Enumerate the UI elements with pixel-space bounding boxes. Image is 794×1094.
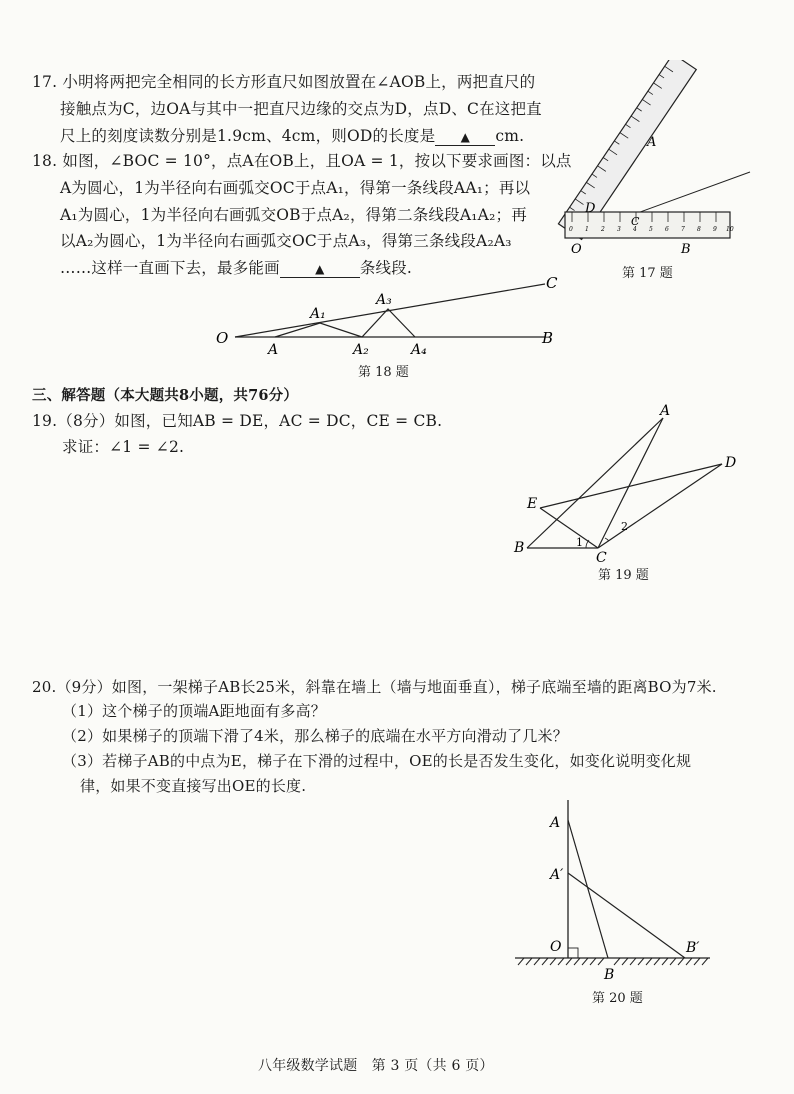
- q18-line1: 18. 如图，∠BOC = 10°，点A在OB上，且OA = 1，按以下要求画图：以点: [32, 152, 572, 170]
- label-o: O: [550, 939, 562, 955]
- q17-line2: 接触点为C，边OA与其中一把直尺边缘的交点为D，点D、C在这把直: [60, 100, 542, 118]
- ladder-ab: [568, 820, 608, 958]
- tick-label: 5: [649, 226, 653, 233]
- label-b: B: [604, 967, 615, 983]
- label-a-prime: A′: [550, 867, 564, 883]
- tick-label: 7: [681, 226, 685, 233]
- q19-line1: 19.（8分）如图，已知AB = DE，AC = DC，CE = CB.: [32, 412, 443, 430]
- q20-line4: （3）若梯子AB的中点为E，梯子在下滑的过程中，OE的长是否发生变化，如变化说明变化规: [62, 752, 692, 770]
- label-a: A: [647, 135, 657, 150]
- label-e: E: [527, 496, 538, 512]
- tick-label: 9: [713, 226, 717, 233]
- tick-label: 0: [569, 226, 573, 233]
- q17-answer-blank: [435, 127, 495, 146]
- label-d: D: [725, 455, 737, 471]
- segment-cd: [598, 464, 722, 548]
- label-a: A: [550, 815, 561, 831]
- tick-label: 2: [601, 226, 605, 233]
- tick-label: 1: [585, 226, 589, 233]
- label-a3: A₃: [376, 292, 392, 308]
- label-b-prime: B′: [686, 940, 700, 956]
- label-a: A: [268, 342, 279, 358]
- segment-ed: [540, 464, 722, 508]
- section-3-heading: 三、解答题（本大题共8小题，共76分）: [32, 387, 299, 404]
- caption-18: 第 18 题: [358, 365, 409, 380]
- q20-line5: 律，如果不变直接写出OE的长度.: [80, 777, 307, 795]
- label-a1: A₁: [310, 306, 326, 322]
- segments-chain: [275, 309, 415, 337]
- caption-19: 第 19 题: [598, 568, 649, 583]
- tick-label: 10: [726, 226, 734, 233]
- label-a: A: [660, 403, 671, 419]
- caption-20: 第 20 题: [592, 991, 643, 1006]
- figure-20: [510, 795, 720, 995]
- q20-line1: 20.（9分）如图，一架梯子AB长25米，斜靠在墙上（墙与地面垂直），梯子底端至墙的距离BO为7米.: [32, 678, 717, 696]
- label-d: D: [585, 201, 596, 216]
- label-a2: A₂: [353, 342, 369, 358]
- q17-line3-unit: cm.: [495, 127, 525, 145]
- blank-marker: ▲: [460, 130, 471, 144]
- label-b: B: [681, 242, 691, 257]
- tick-label: 6: [665, 226, 669, 233]
- q18-line5-text: ……这样一直画下去，最多能画: [60, 259, 280, 277]
- figure-19: [510, 400, 750, 565]
- right-angle-mark: [568, 948, 578, 958]
- tick-label: 8: [697, 226, 701, 233]
- label-c: C: [631, 215, 640, 228]
- label-o: O: [216, 329, 229, 347]
- caption-17: 第 17 题: [622, 266, 673, 281]
- page-footer: 八年级数学试题 第 3 页（共 6 页）: [258, 1058, 494, 1074]
- q20-line2: （1）这个梯子的顶端A距地面有多高？: [62, 702, 326, 720]
- figure-17: [545, 60, 755, 260]
- q17-line3-text: 尺上的刻度读数分别是1.9cm、4cm，则OD的长度是: [60, 127, 436, 145]
- label-angle-1: 1: [576, 536, 583, 549]
- segment-ca: [598, 418, 663, 548]
- label-angle-2: 2: [621, 520, 628, 533]
- label-o: O: [571, 242, 582, 257]
- ladder-a-prime-b-prime: [568, 873, 685, 958]
- figure-18: [210, 272, 570, 362]
- tick-label: 3: [617, 226, 621, 233]
- q20-line3: （2）如果梯子的顶端下滑了4米，那么梯子的底端在水平方向滑动了几米？: [62, 727, 568, 745]
- q18-line4: 以A₂为圆心，1为半径向右画弧交OC于点A₃，得第三条线段A₂A₃: [60, 232, 512, 250]
- q19-line2: 求证：∠1 = ∠2.: [62, 438, 185, 456]
- label-a4: A₄: [411, 342, 427, 358]
- label-b: B: [542, 329, 554, 347]
- angle-2-arc: [605, 538, 609, 541]
- blank-marker: ▲: [315, 262, 325, 276]
- label-b: B: [514, 540, 525, 556]
- label-c: C: [546, 274, 558, 292]
- q18-line5-tail: 条线段.: [359, 259, 413, 277]
- tick-label: 4: [633, 226, 637, 233]
- q18-line3: A₁为圆心，1为半径向右画弧交OB于点A₂，得第二条线段A₁A₂；再: [60, 206, 527, 224]
- q18-line2: A为圆心，1为半径向右画弧交OC于点A₁，得第一条线段AA₁；再以: [60, 179, 531, 197]
- q17-line3: [60, 124, 524, 146]
- label-c: C: [596, 550, 607, 565]
- q17-line1: 17. 小明将两把完全相同的长方形直尺如图放置在∠AOB上，两把直尺的: [32, 73, 536, 91]
